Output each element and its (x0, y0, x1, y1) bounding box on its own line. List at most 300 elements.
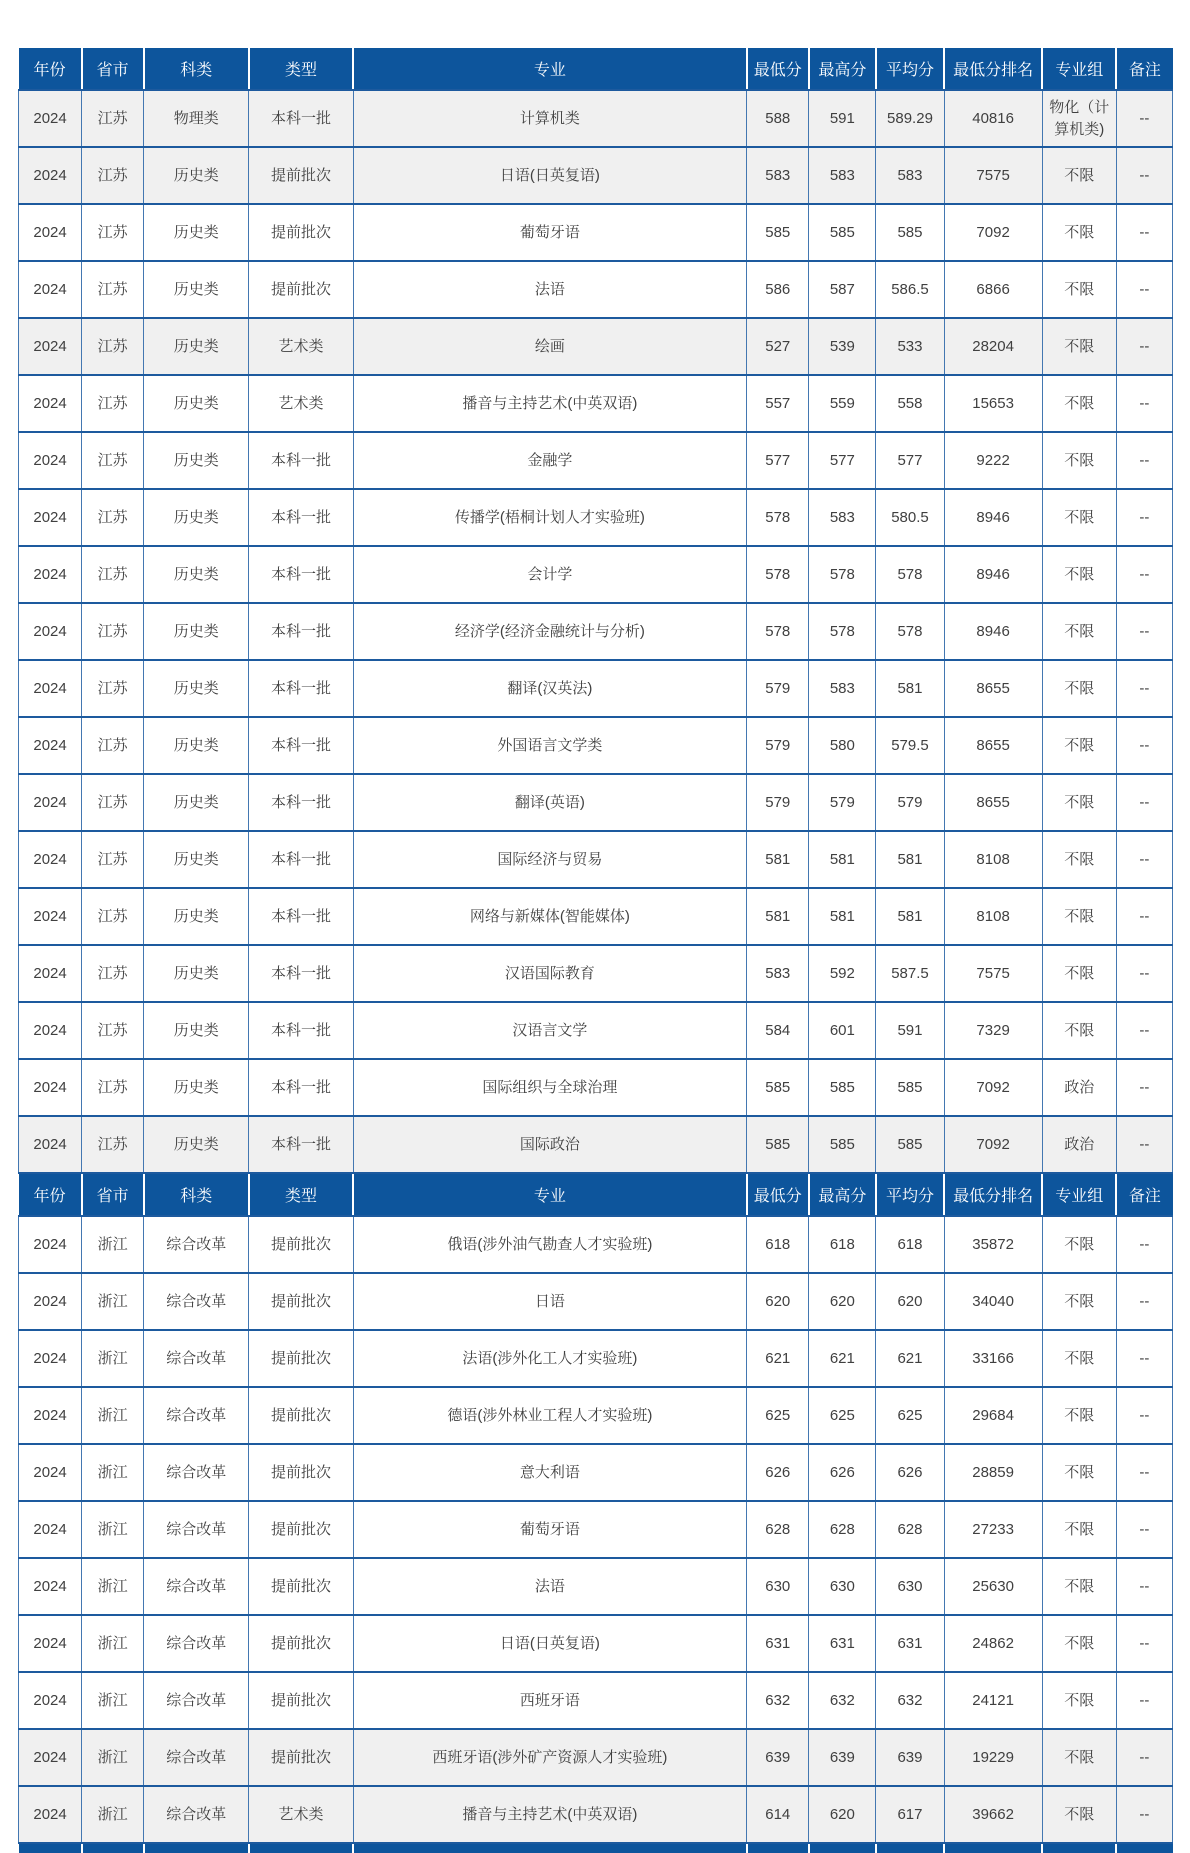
cell-province: 江苏 (82, 204, 144, 261)
cell-min-score: 579 (747, 774, 809, 831)
cell-min-score: 620 (747, 1273, 809, 1330)
table-row (19, 1330, 1173, 1387)
cell-province: 浙江 (82, 1273, 144, 1330)
cell-subject-category: 综合改革 (144, 1444, 249, 1501)
cell-max-score: 585 (809, 1116, 876, 1173)
cell-min-score-rank: 6866 (944, 261, 1042, 318)
cell-batch-type: 提前批次 (249, 261, 353, 318)
cell-subject-category: 历史类 (144, 1002, 249, 1059)
cell-min-score: 618 (747, 1216, 809, 1273)
cell-subject-category: 历史类 (144, 147, 249, 204)
table-row (19, 831, 1173, 888)
cell-max-score: 579 (809, 774, 876, 831)
cell-major-group: 不限 (1042, 888, 1116, 945)
cell-min-score-rank: 24862 (944, 1615, 1042, 1672)
cell-remark: -- (1116, 546, 1172, 603)
cell-subject-category: 综合改革 (144, 1216, 249, 1273)
table-row (19, 888, 1173, 945)
cell-subject-category: 历史类 (144, 375, 249, 432)
cell-remark: -- (1116, 1501, 1172, 1558)
cell-min-score-rank: 8946 (944, 489, 1042, 546)
cell-major: 翻译(汉英法) (353, 660, 747, 717)
cell-province: 江苏 (82, 774, 144, 831)
cell-province: 江苏 (82, 888, 144, 945)
cell-major: 德语(涉外林业工程人才实验班) (353, 1387, 747, 1444)
column-header-min-score (747, 1843, 809, 1853)
cell-avg-score: 579 (876, 774, 944, 831)
table-row (19, 1444, 1173, 1501)
cell-max-score: 587 (809, 261, 876, 318)
cell-subject-category: 历史类 (144, 546, 249, 603)
cell-min-score-rank: 8108 (944, 888, 1042, 945)
cell-subject-category: 历史类 (144, 774, 249, 831)
cell-subject-category: 综合改革 (144, 1558, 249, 1615)
cell-major-group: 不限 (1042, 1387, 1116, 1444)
cell-province: 江苏 (82, 1002, 144, 1059)
table-row (19, 1387, 1173, 1444)
cell-avg-score: 620 (876, 1273, 944, 1330)
cell-min-score-rank: 40816 (944, 90, 1042, 147)
cell-avg-score: 618 (876, 1216, 944, 1273)
cell-year: 2024 (19, 489, 82, 546)
cell-batch-type: 提前批次 (249, 1501, 353, 1558)
cell-avg-score: 617 (876, 1786, 944, 1843)
cell-major-group: 政治 (1042, 1116, 1116, 1173)
cell-min-score-rank: 35872 (944, 1216, 1042, 1273)
cell-major: 葡萄牙语 (353, 1501, 747, 1558)
cell-province: 江苏 (82, 717, 144, 774)
cell-province: 浙江 (82, 1216, 144, 1273)
cell-subject-category: 物理类 (144, 90, 249, 147)
table-row (19, 1501, 1173, 1558)
cell-max-score: 581 (809, 888, 876, 945)
cell-major: 汉语言文学 (353, 1002, 747, 1059)
cell-batch-type: 本科一批 (249, 603, 353, 660)
cell-major-group: 不限 (1042, 1729, 1116, 1786)
column-header-province: 省市 (82, 1173, 144, 1216)
cell-major-group: 不限 (1042, 1786, 1116, 1843)
cell-batch-type: 本科一批 (249, 945, 353, 1002)
cell-min-score-rank: 7092 (944, 1116, 1042, 1173)
table-row (19, 1729, 1173, 1786)
cell-min-score: 614 (747, 1786, 809, 1843)
column-header-subject-category: 科类 (144, 48, 249, 90)
cell-major-group: 物化（计算机类) (1042, 90, 1116, 147)
cell-subject-category: 历史类 (144, 945, 249, 1002)
cell-max-score: 591 (809, 90, 876, 147)
column-header-major: 专业 (353, 48, 747, 90)
cell-min-score-rank: 15653 (944, 375, 1042, 432)
cell-major-group: 不限 (1042, 1615, 1116, 1672)
cell-year: 2024 (19, 1273, 82, 1330)
cell-max-score: 539 (809, 318, 876, 375)
cell-min-score: 628 (747, 1501, 809, 1558)
cell-batch-type: 本科一批 (249, 831, 353, 888)
cell-province: 江苏 (82, 1116, 144, 1173)
cell-avg-score: 578 (876, 546, 944, 603)
cell-subject-category: 历史类 (144, 603, 249, 660)
cell-remark: -- (1116, 1059, 1172, 1116)
cell-major-group: 不限 (1042, 660, 1116, 717)
cell-batch-type: 提前批次 (249, 1387, 353, 1444)
cell-major: 西班牙语(涉外矿产资源人才实验班) (353, 1729, 747, 1786)
column-header-year: 年份 (19, 1173, 82, 1216)
cell-avg-score: 585 (876, 1116, 944, 1173)
cell-min-score: 626 (747, 1444, 809, 1501)
cell-province: 江苏 (82, 432, 144, 489)
cell-year: 2024 (19, 546, 82, 603)
cell-major: 日语(日英复语) (353, 147, 747, 204)
cell-year: 2024 (19, 888, 82, 945)
cell-batch-type: 艺术类 (249, 375, 353, 432)
cell-province: 江苏 (82, 1059, 144, 1116)
cell-min-score-rank: 28859 (944, 1444, 1042, 1501)
cell-subject-category: 历史类 (144, 432, 249, 489)
column-header-province: 省市 (82, 48, 144, 90)
cell-subject-category: 历史类 (144, 1059, 249, 1116)
cell-min-score-rank: 29684 (944, 1387, 1042, 1444)
cell-year: 2024 (19, 1615, 82, 1672)
column-header-major: 专业 (353, 1173, 747, 1216)
cell-min-score-rank: 24121 (944, 1672, 1042, 1729)
cell-avg-score: 581 (876, 831, 944, 888)
cell-major-group: 不限 (1042, 774, 1116, 831)
cell-province: 浙江 (82, 1729, 144, 1786)
cell-max-score: 559 (809, 375, 876, 432)
cell-subject-category: 历史类 (144, 660, 249, 717)
cell-remark: -- (1116, 90, 1172, 147)
cell-major: 国际组织与全球治理 (353, 1059, 747, 1116)
cell-year: 2024 (19, 432, 82, 489)
cell-min-score-rank: 7575 (944, 147, 1042, 204)
cell-max-score: 578 (809, 546, 876, 603)
cell-major-group: 不限 (1042, 318, 1116, 375)
cell-year: 2024 (19, 204, 82, 261)
column-header-remark: 备注 (1116, 48, 1172, 90)
table-row (19, 432, 1173, 489)
cell-province: 江苏 (82, 375, 144, 432)
cell-min-score: 584 (747, 1002, 809, 1059)
cell-province: 江苏 (82, 147, 144, 204)
cell-year: 2024 (19, 375, 82, 432)
cell-remark: -- (1116, 489, 1172, 546)
cell-remark: -- (1116, 1444, 1172, 1501)
cell-min-score: 581 (747, 831, 809, 888)
cell-major: 播音与主持艺术(中英双语) (353, 1786, 747, 1843)
cell-min-score-rank: 9222 (944, 432, 1042, 489)
cell-avg-score: 585 (876, 204, 944, 261)
cell-major-group: 不限 (1042, 603, 1116, 660)
cell-avg-score: 580.5 (876, 489, 944, 546)
cell-major: 法语(涉外化工人才实验班) (353, 1330, 747, 1387)
cell-year: 2024 (19, 1729, 82, 1786)
header-row (19, 48, 1173, 90)
column-header-year (19, 1843, 82, 1853)
cell-min-score: 579 (747, 717, 809, 774)
cell-min-score-rank: 25630 (944, 1558, 1042, 1615)
column-header-batch-type (249, 1843, 353, 1853)
cell-batch-type: 提前批次 (249, 1729, 353, 1786)
cell-major-group: 不限 (1042, 945, 1116, 1002)
cell-max-score: 618 (809, 1216, 876, 1273)
cell-major: 网络与新媒体(智能媒体) (353, 888, 747, 945)
cell-batch-type: 本科一批 (249, 432, 353, 489)
cell-min-score-rank: 27233 (944, 1501, 1042, 1558)
cell-year: 2024 (19, 1672, 82, 1729)
cell-province: 浙江 (82, 1615, 144, 1672)
table-row (19, 1002, 1173, 1059)
cell-year: 2024 (19, 603, 82, 660)
cell-province: 江苏 (82, 318, 144, 375)
cell-min-score: 579 (747, 660, 809, 717)
cell-batch-type: 提前批次 (249, 1216, 353, 1273)
cell-major: 传播学(梧桐计划人才实验班) (353, 489, 747, 546)
cell-major-group: 不限 (1042, 204, 1116, 261)
cell-major: 俄语(涉外油气勘查人才实验班) (353, 1216, 747, 1273)
cell-min-score: 586 (747, 261, 809, 318)
cell-major: 国际政治 (353, 1116, 747, 1173)
cell-year: 2024 (19, 831, 82, 888)
cell-major: 外国语言文学类 (353, 717, 747, 774)
cell-batch-type: 本科一批 (249, 1059, 353, 1116)
cell-avg-score: 581 (876, 888, 944, 945)
cell-batch-type: 提前批次 (249, 1672, 353, 1729)
cell-subject-category: 综合改革 (144, 1501, 249, 1558)
column-header-avg-score: 平均分 (876, 48, 944, 90)
cell-min-score-rank: 34040 (944, 1273, 1042, 1330)
cell-subject-category: 综合改革 (144, 1672, 249, 1729)
cell-remark: -- (1116, 1672, 1172, 1729)
admission-score-table (18, 48, 1173, 1853)
cell-min-score: 585 (747, 1116, 809, 1173)
cell-min-score-rank: 8108 (944, 831, 1042, 888)
cell-max-score: 578 (809, 603, 876, 660)
column-header-min-score: 最低分 (747, 48, 809, 90)
cell-min-score-rank: 8946 (944, 603, 1042, 660)
column-header-min-score-rank: 最低分排名 (944, 48, 1042, 90)
cell-min-score: 621 (747, 1330, 809, 1387)
cell-remark: -- (1116, 1615, 1172, 1672)
table-row (19, 204, 1173, 261)
cell-remark: -- (1116, 1330, 1172, 1387)
cell-province: 江苏 (82, 261, 144, 318)
cell-year: 2024 (19, 1059, 82, 1116)
cell-max-score: 628 (809, 1501, 876, 1558)
table-row (19, 1116, 1173, 1173)
column-header-province (82, 1843, 144, 1853)
cell-year: 2024 (19, 261, 82, 318)
cell-province: 浙江 (82, 1330, 144, 1387)
cell-subject-category: 综合改革 (144, 1330, 249, 1387)
cell-avg-score: 631 (876, 1615, 944, 1672)
cell-major-group: 不限 (1042, 546, 1116, 603)
cell-major-group: 不限 (1042, 489, 1116, 546)
cell-batch-type: 提前批次 (249, 204, 353, 261)
cell-avg-score: 585 (876, 1059, 944, 1116)
cell-avg-score: 626 (876, 1444, 944, 1501)
cell-year: 2024 (19, 1444, 82, 1501)
cell-min-score-rank: 8655 (944, 660, 1042, 717)
cell-major-group: 不限 (1042, 1558, 1116, 1615)
cell-min-score: 581 (747, 888, 809, 945)
table-row (19, 90, 1173, 147)
cell-max-score: 625 (809, 1387, 876, 1444)
cell-min-score: 583 (747, 147, 809, 204)
column-header-max-score (809, 1843, 876, 1853)
cell-min-score: 578 (747, 546, 809, 603)
cell-batch-type: 本科一批 (249, 717, 353, 774)
table-row (19, 1216, 1173, 1273)
cell-year: 2024 (19, 1786, 82, 1843)
cell-avg-score: 639 (876, 1729, 944, 1786)
cell-batch-type: 本科一批 (249, 546, 353, 603)
cell-max-score: 580 (809, 717, 876, 774)
cell-min-score: 557 (747, 375, 809, 432)
cell-subject-category: 历史类 (144, 261, 249, 318)
table-row (19, 147, 1173, 204)
cell-subject-category: 历史类 (144, 318, 249, 375)
cell-remark: -- (1116, 375, 1172, 432)
cell-remark: -- (1116, 1729, 1172, 1786)
cell-major: 西班牙语 (353, 1672, 747, 1729)
cell-year: 2024 (19, 717, 82, 774)
cell-subject-category: 历史类 (144, 1116, 249, 1173)
cell-year: 2024 (19, 660, 82, 717)
cell-major-group: 政治 (1042, 1059, 1116, 1116)
cell-max-score: 632 (809, 1672, 876, 1729)
column-header-max-score: 最高分 (809, 1173, 876, 1216)
cell-major-group: 不限 (1042, 1444, 1116, 1501)
table-row (19, 717, 1173, 774)
cell-remark: -- (1116, 1273, 1172, 1330)
cell-major: 意大利语 (353, 1444, 747, 1501)
cell-major: 日语 (353, 1273, 747, 1330)
cell-major: 播音与主持艺术(中英双语) (353, 375, 747, 432)
cell-year: 2024 (19, 318, 82, 375)
cell-remark: -- (1116, 831, 1172, 888)
cell-remark: -- (1116, 717, 1172, 774)
cell-remark: -- (1116, 603, 1172, 660)
table-row (19, 1615, 1173, 1672)
cell-remark: -- (1116, 1387, 1172, 1444)
cell-max-score: 583 (809, 489, 876, 546)
cell-min-score: 631 (747, 1615, 809, 1672)
cell-year: 2024 (19, 1387, 82, 1444)
cell-year: 2024 (19, 1330, 82, 1387)
cell-province: 浙江 (82, 1501, 144, 1558)
cell-subject-category: 历史类 (144, 831, 249, 888)
cell-year: 2024 (19, 774, 82, 831)
cell-batch-type: 本科一批 (249, 1116, 353, 1173)
cell-min-score: 639 (747, 1729, 809, 1786)
cell-major: 法语 (353, 261, 747, 318)
cell-batch-type: 提前批次 (249, 1330, 353, 1387)
cell-year: 2024 (19, 1501, 82, 1558)
cell-min-score-rank: 8655 (944, 717, 1042, 774)
cell-avg-score: 583 (876, 147, 944, 204)
cell-min-score: 632 (747, 1672, 809, 1729)
cell-province: 浙江 (82, 1558, 144, 1615)
cell-year: 2024 (19, 1116, 82, 1173)
cell-major: 汉语国际教育 (353, 945, 747, 1002)
table-row (19, 318, 1173, 375)
cell-min-score-rank: 19229 (944, 1729, 1042, 1786)
cell-remark: -- (1116, 1002, 1172, 1059)
cell-major-group: 不限 (1042, 375, 1116, 432)
partial-header-row (19, 1843, 1173, 1853)
cell-major: 国际经济与贸易 (353, 831, 747, 888)
table-row (19, 774, 1173, 831)
cell-remark: -- (1116, 774, 1172, 831)
cell-province: 江苏 (82, 945, 144, 1002)
cell-province: 江苏 (82, 90, 144, 147)
cell-remark: -- (1116, 945, 1172, 1002)
cell-max-score: 583 (809, 660, 876, 717)
cell-min-score-rank: 7575 (944, 945, 1042, 1002)
cell-subject-category: 历史类 (144, 717, 249, 774)
cell-avg-score: 586.5 (876, 261, 944, 318)
column-header-max-score: 最高分 (809, 48, 876, 90)
cell-avg-score: 579.5 (876, 717, 944, 774)
cell-major: 绘画 (353, 318, 747, 375)
cell-remark: -- (1116, 1786, 1172, 1843)
cell-major: 会计学 (353, 546, 747, 603)
cell-max-score: 581 (809, 831, 876, 888)
cell-major-group: 不限 (1042, 1330, 1116, 1387)
table-row (19, 375, 1173, 432)
cell-year: 2024 (19, 90, 82, 147)
cell-subject-category: 综合改革 (144, 1729, 249, 1786)
cell-min-score: 588 (747, 90, 809, 147)
cell-province: 江苏 (82, 489, 144, 546)
cell-min-score-rank: 33166 (944, 1330, 1042, 1387)
column-header-min-score: 最低分 (747, 1173, 809, 1216)
cell-avg-score: 581 (876, 660, 944, 717)
cell-year: 2024 (19, 1558, 82, 1615)
cell-min-score-rank: 7092 (944, 204, 1042, 261)
cell-subject-category: 综合改革 (144, 1387, 249, 1444)
cell-subject-category: 历史类 (144, 888, 249, 945)
cell-max-score: 639 (809, 1729, 876, 1786)
cell-major-group: 不限 (1042, 1216, 1116, 1273)
cell-province: 浙江 (82, 1387, 144, 1444)
cell-max-score: 631 (809, 1615, 876, 1672)
cell-min-score-rank: 8655 (944, 774, 1042, 831)
cell-major: 葡萄牙语 (353, 204, 747, 261)
column-header-subject-category (144, 1843, 249, 1853)
cell-subject-category: 综合改革 (144, 1273, 249, 1330)
cell-major: 计算机类 (353, 90, 747, 147)
cell-remark: -- (1116, 1216, 1172, 1273)
column-header-major-group: 专业组 (1042, 48, 1116, 90)
column-header-min-score-rank: 最低分排名 (944, 1173, 1042, 1216)
cell-min-score: 585 (747, 1059, 809, 1116)
cell-avg-score: 625 (876, 1387, 944, 1444)
cell-year: 2024 (19, 147, 82, 204)
cell-year: 2024 (19, 945, 82, 1002)
cell-remark: -- (1116, 318, 1172, 375)
cell-batch-type: 本科一批 (249, 1002, 353, 1059)
cell-major-group: 不限 (1042, 1501, 1116, 1558)
cell-major: 金融学 (353, 432, 747, 489)
cell-remark: -- (1116, 1558, 1172, 1615)
column-header-major (353, 1843, 747, 1853)
table-row (19, 1273, 1173, 1330)
cell-min-score-rank: 7329 (944, 1002, 1042, 1059)
cell-batch-type: 提前批次 (249, 147, 353, 204)
cell-remark: -- (1116, 660, 1172, 717)
column-header-avg-score: 平均分 (876, 1173, 944, 1216)
